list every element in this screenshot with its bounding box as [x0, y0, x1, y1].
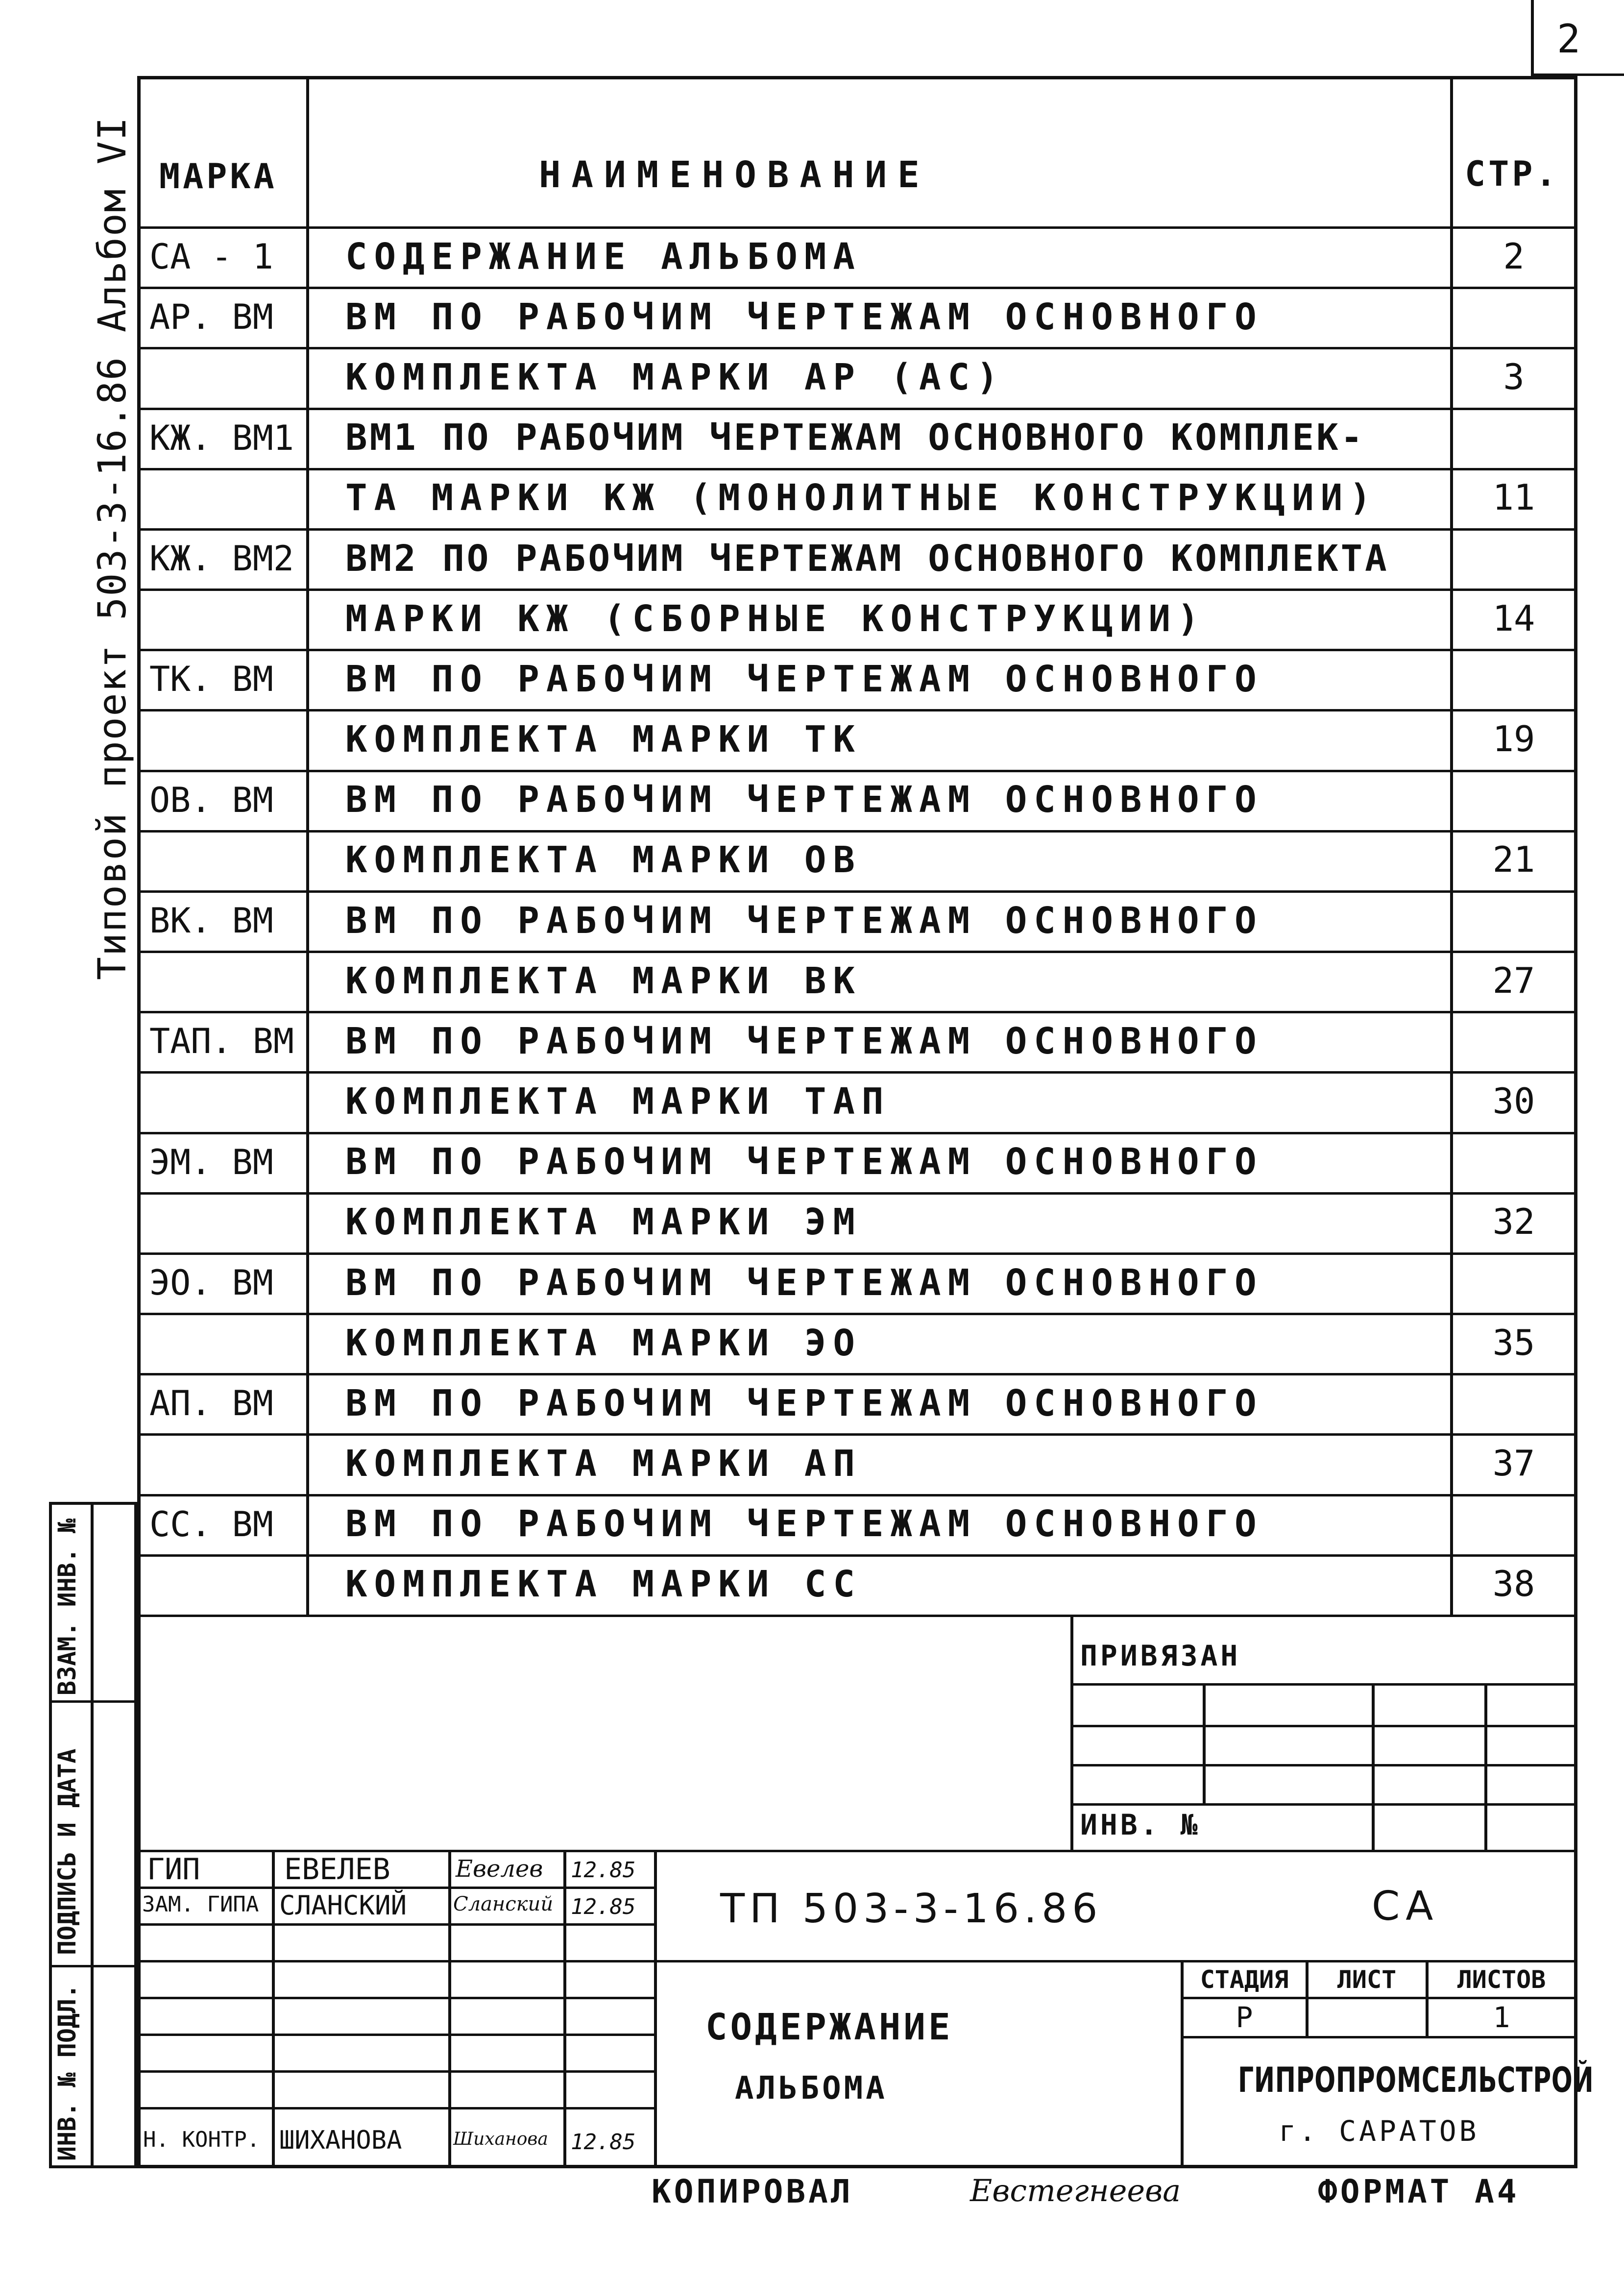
row-subline: [137, 709, 1577, 711]
row-name-line: КОМПЛЕКТА МАРКИ ОВ: [345, 839, 862, 882]
sheets-value: 1: [1493, 2001, 1510, 2034]
row-divider: [137, 1373, 1577, 1375]
row-divider: [137, 649, 1577, 651]
row-subline: [137, 1071, 1577, 1074]
sig-role-1: ГИП: [147, 1852, 200, 1887]
side-title: Типовой проект 503-3-16.86 Альбом VI: [91, 116, 135, 980]
row-page: 14: [1492, 597, 1535, 639]
row-divider: [137, 890, 1577, 893]
row-page: 19: [1492, 718, 1535, 760]
privyazan-line-1: [1070, 1683, 1577, 1686]
row-mark: ЭМ. ВМ: [149, 1142, 273, 1182]
sig-col-1: [272, 1850, 275, 2168]
privyazan-line-3: [1070, 1764, 1577, 1766]
row-page: 38: [1492, 1563, 1535, 1605]
row-divider: [137, 1252, 1577, 1255]
stage-label: СТАДИЯ: [1200, 1965, 1289, 1994]
row-name-line: ВМ ПО РАБОЧИМ ЧЕРТЕЖАМ ОСНОВНОГО: [345, 899, 1263, 942]
row-divider: [137, 1132, 1577, 1134]
row-name-line: СОДЕРЖАНИЕ АЛЬБОМА: [345, 235, 862, 278]
privyazan-inv-label: ИНВ. №: [1080, 1808, 1201, 1841]
row-name-line: КОМПЛЕКТА МАРКИ ТК: [345, 718, 862, 761]
privyazan-col-2: [1372, 1683, 1375, 1850]
row-mark: СС. ВМ: [149, 1504, 273, 1545]
row-page: 11: [1492, 477, 1535, 518]
sheet-number: 2: [1557, 16, 1581, 62]
privyazan-line-2: [1070, 1725, 1577, 1727]
row-page: 32: [1492, 1201, 1535, 1243]
doc-title-line-2: АЛЬБОМА: [735, 2070, 888, 2107]
sig-signature-1: Евелев: [456, 1855, 543, 1883]
organization-city: г. САРАТОВ: [1279, 2114, 1479, 2148]
row-name-line: ВМ2 ПО РАБОЧИМ ЧЕРТЕЖАМ ОСНОВНОГО КОМПЛЕКТА: [345, 537, 1389, 580]
row-mark: ТК. ВМ: [149, 659, 273, 700]
sig-row-2: [137, 1923, 656, 1926]
row-name-line: МАРКИ КЖ (СБОРНЫЕ КОНСТРУКЦИИ): [345, 597, 1206, 640]
row-name-line: ВМ ПО РАБОЧИМ ЧЕРТЕЖАМ ОСНОВНОГО: [345, 1261, 1263, 1304]
row-subline: [137, 1433, 1577, 1436]
header-divider: [137, 226, 1577, 229]
sig-name-3: ШИХАНОВА: [279, 2126, 402, 2155]
doc-title-line-1: СОДЕРЖАНИЕ: [705, 2006, 953, 2048]
sig-date-2: 12.85: [571, 1894, 636, 1919]
sig-name-2: СЛАНСКИЙ: [279, 1890, 407, 1921]
row-subline: [137, 1313, 1577, 1315]
row-name-line: КОМПЛЕКТА МАРКИ ТАП: [345, 1080, 891, 1123]
sig-col-2: [448, 1850, 451, 2168]
header-page: СТР.: [1465, 154, 1559, 194]
row-page: 37: [1492, 1443, 1535, 1484]
privyazan-line-4: [1070, 1803, 1577, 1806]
col-divider-mark: [306, 76, 309, 1615]
row-mark: ЭО. ВМ: [149, 1263, 273, 1303]
footer-copier: Евстегнеева: [970, 2173, 1181, 2208]
row-subline: [137, 588, 1577, 591]
privyazan-col-3: [1484, 1683, 1487, 1850]
row-name-line: ВМ ПО РАБОЧИМ ЧЕРТЕЖАМ ОСНОВНОГО: [345, 295, 1263, 338]
row-divider: [137, 1011, 1577, 1013]
sig-date-3: 12.85: [571, 2130, 636, 2155]
row-page: 21: [1492, 839, 1535, 881]
row-name-line: КОМПЛЕКТА МАРКИ АР (АС): [345, 356, 1005, 398]
row-name-line: ВМ ПО РАБОЧИМ ЧЕРТЕЖАМ ОСНОВНОГО: [345, 658, 1263, 700]
row-mark: КЖ. ВМ1: [149, 417, 294, 458]
privyazan-label: ПРИВЯЗАН: [1080, 1639, 1241, 1672]
project-code: ТП 503-3-16.86: [720, 1886, 1103, 1932]
row-name-line: ВМ1 ПО РАБОЧИМ ЧЕРТЕЖАМ ОСНОВНОГО КОМПЛЕК-: [345, 417, 1365, 459]
row-subline: [137, 347, 1577, 349]
album-mark: СА: [1372, 1883, 1439, 1930]
row-page: 30: [1492, 1080, 1535, 1122]
row-divider: [137, 408, 1577, 410]
row-name-line: ВМ ПО РАБОЧИМ ЧЕРТЕЖАМ ОСНОВНОГО: [345, 779, 1263, 821]
row-subline: [137, 468, 1577, 470]
sig-role-2: ЗАМ. ГИПА: [142, 1892, 259, 1917]
row-subline: [137, 830, 1577, 833]
organization-name: ГИПРОПРОМСЕЛЬСТРОЙ: [1238, 2060, 1594, 2100]
row-page: 35: [1492, 1322, 1535, 1363]
row-mark: АП. ВМ: [149, 1383, 273, 1424]
row-mark: ОВ. ВМ: [149, 780, 273, 820]
sig-date-1: 12.85: [571, 1858, 636, 1883]
row-page: 27: [1492, 959, 1535, 1001]
row-name-line: ВМ ПО РАБОЧИМ ЧЕРТЕЖАМ ОСНОВНОГО: [345, 1141, 1263, 1183]
row-divider: [137, 1494, 1577, 1496]
sig-row-7: [137, 2107, 656, 2109]
stage-value: Р: [1236, 2001, 1253, 2034]
sig-row-1: [137, 1887, 656, 1889]
row-page: 3: [1503, 356, 1525, 397]
privyazan-left: [1070, 1615, 1073, 1850]
sig-row-4: [137, 1997, 656, 1999]
row-name-line: ВМ ПО РАБОЧИМ ЧЕРТЕЖАМ ОСНОВНОГО: [345, 1020, 1263, 1062]
sig-row-6: [137, 2070, 656, 2073]
header-name: НАИМЕНОВАНИЕ: [539, 154, 930, 196]
sig-signature-3: Шиханова: [453, 2129, 548, 2149]
row-mark: АР. ВМ: [149, 297, 273, 338]
row-name-line: КОМПЛЕКТА МАРКИ ЭМ: [345, 1201, 862, 1244]
row-page: 2: [1503, 235, 1525, 277]
side-stamp-sep-1: [49, 1700, 137, 1703]
side-stamp-vzam: ВЗАМ. ИНВ. №: [53, 1518, 81, 1695]
sig-signature-2: Сланский: [453, 1893, 554, 1915]
row-divider: [137, 528, 1577, 531]
sig-col-3: [563, 1850, 566, 2168]
row-name-line: ВМ ПО РАБОЧИМ ЧЕРТЕЖАМ ОСНОВНОГО: [345, 1382, 1263, 1424]
sheet-label: ЛИСТ: [1337, 1965, 1397, 1994]
side-stamp-inv-podl: ИНВ. № ПОДЛ.: [53, 1984, 81, 2161]
sig-row-5: [137, 2034, 656, 2036]
row-name-line: КОМПЛЕКТА МАРКИ АП: [345, 1443, 862, 1485]
sig-col-4: [654, 1850, 657, 2168]
table-end-line: [137, 1615, 1577, 1617]
sig-name-1: ЕВЕЛЕВ: [284, 1852, 390, 1887]
row-divider: [137, 770, 1577, 772]
stage-value-line: [1181, 2036, 1577, 2038]
row-subline: [137, 1554, 1577, 1557]
side-stamp-divider: [91, 1502, 94, 2168]
col-divider-page: [1450, 76, 1453, 1615]
row-name-line: ТА МАРКИ КЖ (МОНОЛИТНЫЕ КОНСТРУКЦИИ): [345, 477, 1378, 519]
footer-copied-label: КОПИРОВАЛ: [652, 2173, 853, 2210]
row-mark: СА - 1: [149, 237, 273, 277]
row-name-line: КОМПЛЕКТА МАРКИ ВК: [345, 959, 862, 1002]
sheet-number-box-left: [1531, 0, 1534, 76]
row-name-line: КОМПЛЕКТА МАРКИ ЭО: [345, 1322, 862, 1364]
row-name-line: КОМПЛЕКТА МАРКИ СС: [345, 1563, 862, 1606]
row-mark: ТАП. ВМ: [149, 1021, 294, 1062]
row-mark: КЖ. ВМ2: [149, 538, 294, 579]
row-subline: [137, 1192, 1577, 1195]
row-name-line: ВМ ПО РАБОЧИМ ЧЕРТЕЖАМ ОСНОВНОГО: [345, 1503, 1263, 1545]
privyazan-col-1: [1203, 1683, 1206, 1803]
side-stamp-sep-2: [49, 1965, 137, 1967]
footer-format: ФОРМАТ А4: [1318, 2173, 1520, 2210]
row-subline: [137, 951, 1577, 953]
sig-row-3: [137, 1960, 1577, 1962]
row-divider: [137, 287, 1577, 289]
sig-role-3: Н. КОНТР.: [143, 2127, 260, 2152]
header-mark: МАРКА: [159, 156, 277, 196]
stage-header-line: [1181, 1997, 1577, 1999]
row-mark: ВК. ВМ: [149, 901, 273, 941]
sheets-label: ЛИСТОВ: [1457, 1965, 1546, 1994]
side-stamp-podpis: ПОДПИСЬ И ДАТА: [53, 1748, 81, 1955]
